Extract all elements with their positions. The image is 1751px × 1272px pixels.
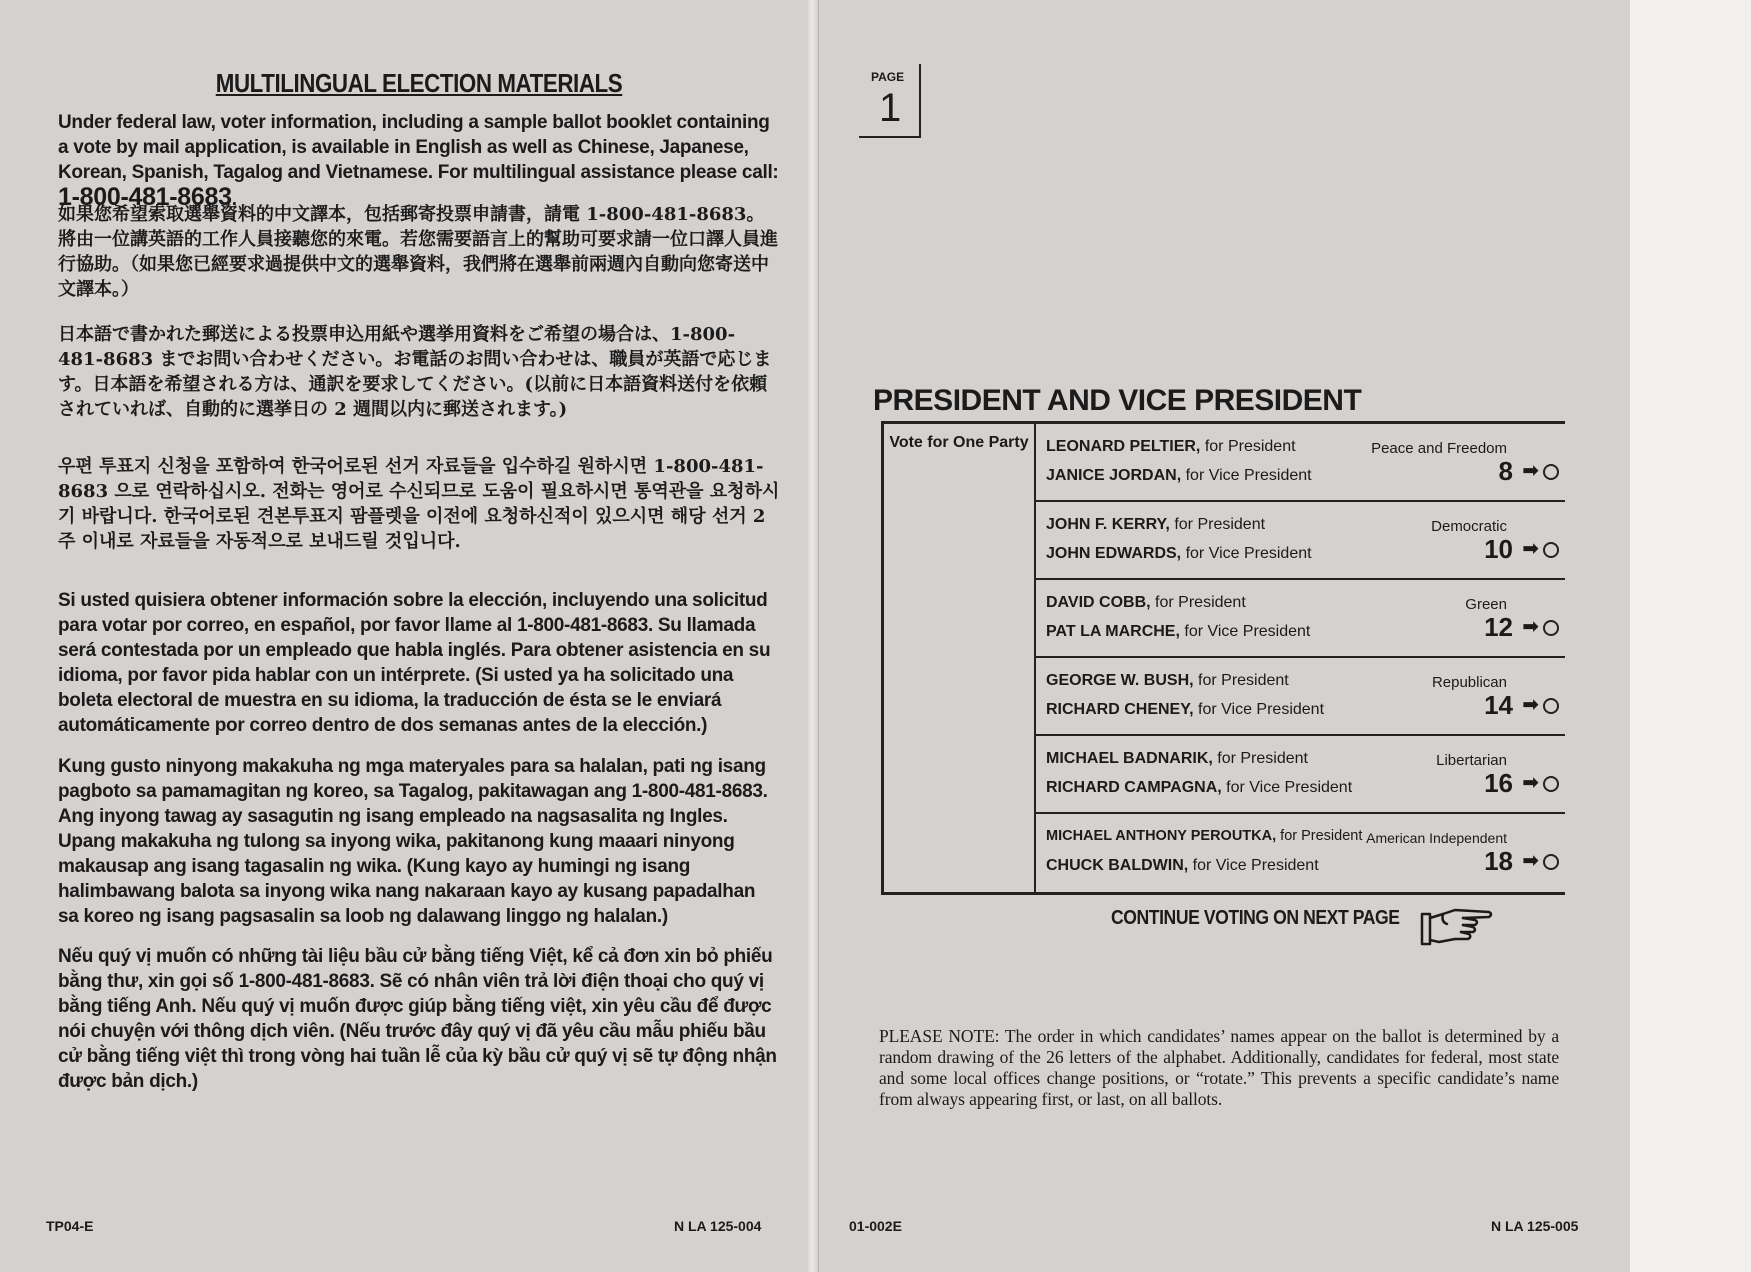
english-paragraph xyxy=(58,110,780,212)
president-candidate: LEONARD PELTIER, for President xyxy=(1046,438,1296,455)
japanese-paragraph xyxy=(58,322,780,422)
vice-president-candidate: JOHN EDWARDS, for Vice President xyxy=(1046,545,1312,562)
candidate-row xyxy=(1036,424,1565,502)
vietnamese-text: Nếu quý vị muốn có những tài liệu bầu cử bằng tiếng Việt, kể cả đơn xin bỏ phiếu bằng thư, xin gọi số 1-800-481-8683. Sẽ có nhân viên trả lời điện thoại cho quý vị bằng tiếng Anh. Nếu quý vị muốn được giúp bằng tiếng việt, xin yêu cầu để được nói chuyện với thông dịch viên. (Nếu trước đây quý vị đã yêu cầu mẫu phiếu bầu cử bằng tiếng việt thì trong vòng hai tuần lễ của kỳ bầu cử quý vị sẽ tự động nhận được bản dịch.) xyxy=(58,946,777,1092)
arrow-icon: ➡ xyxy=(1522,694,1539,716)
party-name: Green xyxy=(1465,596,1507,613)
candidate-row xyxy=(1036,502,1565,580)
party-name: Peace and Freedom xyxy=(1371,440,1507,457)
korean-text: 우편 투표지 신청을 포함하여 한국어로된 선거 자료들을 입수하길 원하시면 1-800-481-8683 으로 연락하십시오. 전화는 영어로 수신되므로 도움이 필요하시면 통역관을 요청하시기 바랍니다. 한국어로된 견본투표지 팜플렛을 이전에 요청하신적이 있으시면 해당 선거 2주 이내로 자료들을 자동적으로 보내드릴 것입니다. xyxy=(58,456,780,552)
vote-oval[interactable] xyxy=(1543,854,1559,870)
tagalog-text: Kung gusto ninyong makakuha ng mga materyales para sa halalan, pati ng isang pagboto sa pamamagitan ng koreo, sa Tagalog, pakitawagan ang 1-800-481-8683. Ang inyong tawag ay sasagutin ng isang empleado na nagsasalita ng Ingles. Upang makakuha ng tulong sa inyong wika, pakitanong kung maaari ninyong makausap ang isang tagasalin ng wika. (Kung kayo ay humingi ng isang halimbawang balota sa inyong wika nang nakaraan kayo ay kusang papadalhan sa koreo ng isang pagsasalin sa loob ng dalawang linggo ng halalan.) xyxy=(58,756,768,927)
vote-oval[interactable] xyxy=(1543,698,1559,714)
party-name: Libertarian xyxy=(1436,752,1507,769)
vice-president-candidate: PAT LA MARCHE, for Vice President xyxy=(1046,623,1311,640)
phone-suffix: . xyxy=(231,189,237,210)
left-footer-code: TP04-E xyxy=(46,1218,94,1234)
continue-voting-label: CONTINUE VOTING ON NEXT PAGE xyxy=(1111,907,1400,929)
president-candidate: JOHN F. KERRY, for President xyxy=(1046,516,1266,533)
vote-oval[interactable] xyxy=(1543,464,1559,480)
arrow-icon: ➡ xyxy=(1522,616,1539,638)
spanish-paragraph xyxy=(58,588,780,738)
arrow-icon: ➡ xyxy=(1522,850,1539,872)
english-text: Under federal law, voter information, including a sample ballot booklet containing a vote by mail application, is available in English as well as Chinese, Japanese, Korean, Spanish, Tagalog and Vietnamese. For multilingual assistance please call: xyxy=(58,112,779,183)
right-page xyxy=(818,0,1630,1272)
vote-oval[interactable] xyxy=(1543,776,1559,792)
phone-number: 1-800-481-8683 xyxy=(58,183,232,211)
ballot-number: 8 xyxy=(1498,456,1513,486)
vice-president-candidate: RICHARD CHENEY, for Vice President xyxy=(1046,701,1325,718)
ballot-number: 16 xyxy=(1484,768,1513,798)
arrow-icon: ➡ xyxy=(1522,772,1539,794)
page-title: MULTILINGUAL ELECTION MATERIALS xyxy=(215,68,623,98)
arrow-icon: ➡ xyxy=(1522,460,1539,482)
candidate-row xyxy=(1036,736,1565,814)
president-candidate: DAVID COBB, for President xyxy=(1046,594,1246,611)
candidate-row xyxy=(1036,814,1565,892)
chinese-paragraph xyxy=(58,202,780,302)
race-title: PRESIDENT AND VICE PRESIDENT xyxy=(873,384,1362,417)
page-number: 1 xyxy=(879,86,902,130)
vice-president-candidate: RICHARD CAMPAGNA, for Vice President xyxy=(1046,779,1353,796)
candidate-row xyxy=(1036,580,1565,658)
vice-president-candidate: CHUCK BALDWIN, for Vice President xyxy=(1046,857,1319,874)
arrow-icon: ➡ xyxy=(1522,538,1539,560)
vice-president-candidate: JANICE JORDAN, for Vice President xyxy=(1046,467,1312,484)
left-page xyxy=(0,0,808,1272)
president-candidate: GEORGE W. BUSH, for President xyxy=(1046,672,1289,689)
ballot-number: 14 xyxy=(1484,690,1513,720)
tagalog-paragraph xyxy=(58,754,780,929)
please-note-text: PLEASE NOTE: The order in which candidates’ names appear on the ballot is determined by a random drawing of the 26 letters of the alphabet. Additionally, candidates for federal, most state and some local offices change positions, or “rotate.” This prevents a specific candidate’s name from always appearing first, or last, on all ballots. xyxy=(879,1026,1559,1109)
ballot-number: 18 xyxy=(1484,846,1513,876)
vietnamese-paragraph xyxy=(58,944,780,1094)
chinese-text: 如果您希望索取選舉資料的中文譯本，包括郵寄投票申請書，請電 1-800-481-8683。將由一位講英語的工作人員接聽您的來電。若您需要語言上的幫助可要求請一位口譯人員進行協助。（如果您已經要求過提供中文的選舉資料，我們將在選舉前兩週內自動向您寄送中文譯本。） xyxy=(58,204,778,300)
vote-oval[interactable] xyxy=(1543,620,1559,636)
ballot-table xyxy=(881,421,1565,895)
vote-instruction-column xyxy=(884,424,1036,892)
candidate-row xyxy=(1036,658,1565,736)
right-footer-code: 01-002E xyxy=(849,1218,902,1234)
ballot-number: 12 xyxy=(1484,612,1513,642)
vote-instruction: Vote for One Party xyxy=(889,434,1029,451)
president-candidate: MICHAEL BADNARIK, for President xyxy=(1046,750,1308,767)
korean-paragraph xyxy=(58,454,780,554)
left-footer-id: N LA 125-004 xyxy=(674,1218,762,1234)
party-name: Democratic xyxy=(1431,518,1507,535)
pointing-hand-icon xyxy=(1419,902,1495,952)
page-label: PAGE xyxy=(871,70,905,84)
japanese-text: 日本語で書かれた郵送による投票申込用紙や選挙用資料をご希望の場合は、1-800-481-8683 までお問い合わせください。お電話のお問い合わせは、職員が英語で応じます。日本語を希望される方は、通訳を要求してください。(以前に日本語資料送付を依頼されていれば、自動的に選挙日の 2 週間以内に郵送されます。) xyxy=(58,324,772,420)
right-footer-id: N LA 125-005 xyxy=(1491,1218,1579,1234)
party-name: American Independent xyxy=(1366,830,1507,846)
spanish-text: Si usted quisiera obtener información sobre la elección, incluyendo una solicitud para votar por correo, en español, por favor llame al 1-800-481-8683. Su llamada será contestada por un empleado que habla inglés. Para obtener asistencia en su idioma, por favor pida hablar con un intérprete. (Si usted ya ha solicitado una boleta electoral de muestra en su idioma, la traducción de ésta se le enviará automáticamente por correo dentro de dos semanas antes de la elección.) xyxy=(58,590,771,736)
president-candidate: MICHAEL ANTHONY PEROUTKA, for President xyxy=(1046,828,1363,844)
ballot-number: 10 xyxy=(1484,534,1513,564)
vote-oval[interactable] xyxy=(1543,542,1559,558)
party-name: Republican xyxy=(1431,674,1507,691)
